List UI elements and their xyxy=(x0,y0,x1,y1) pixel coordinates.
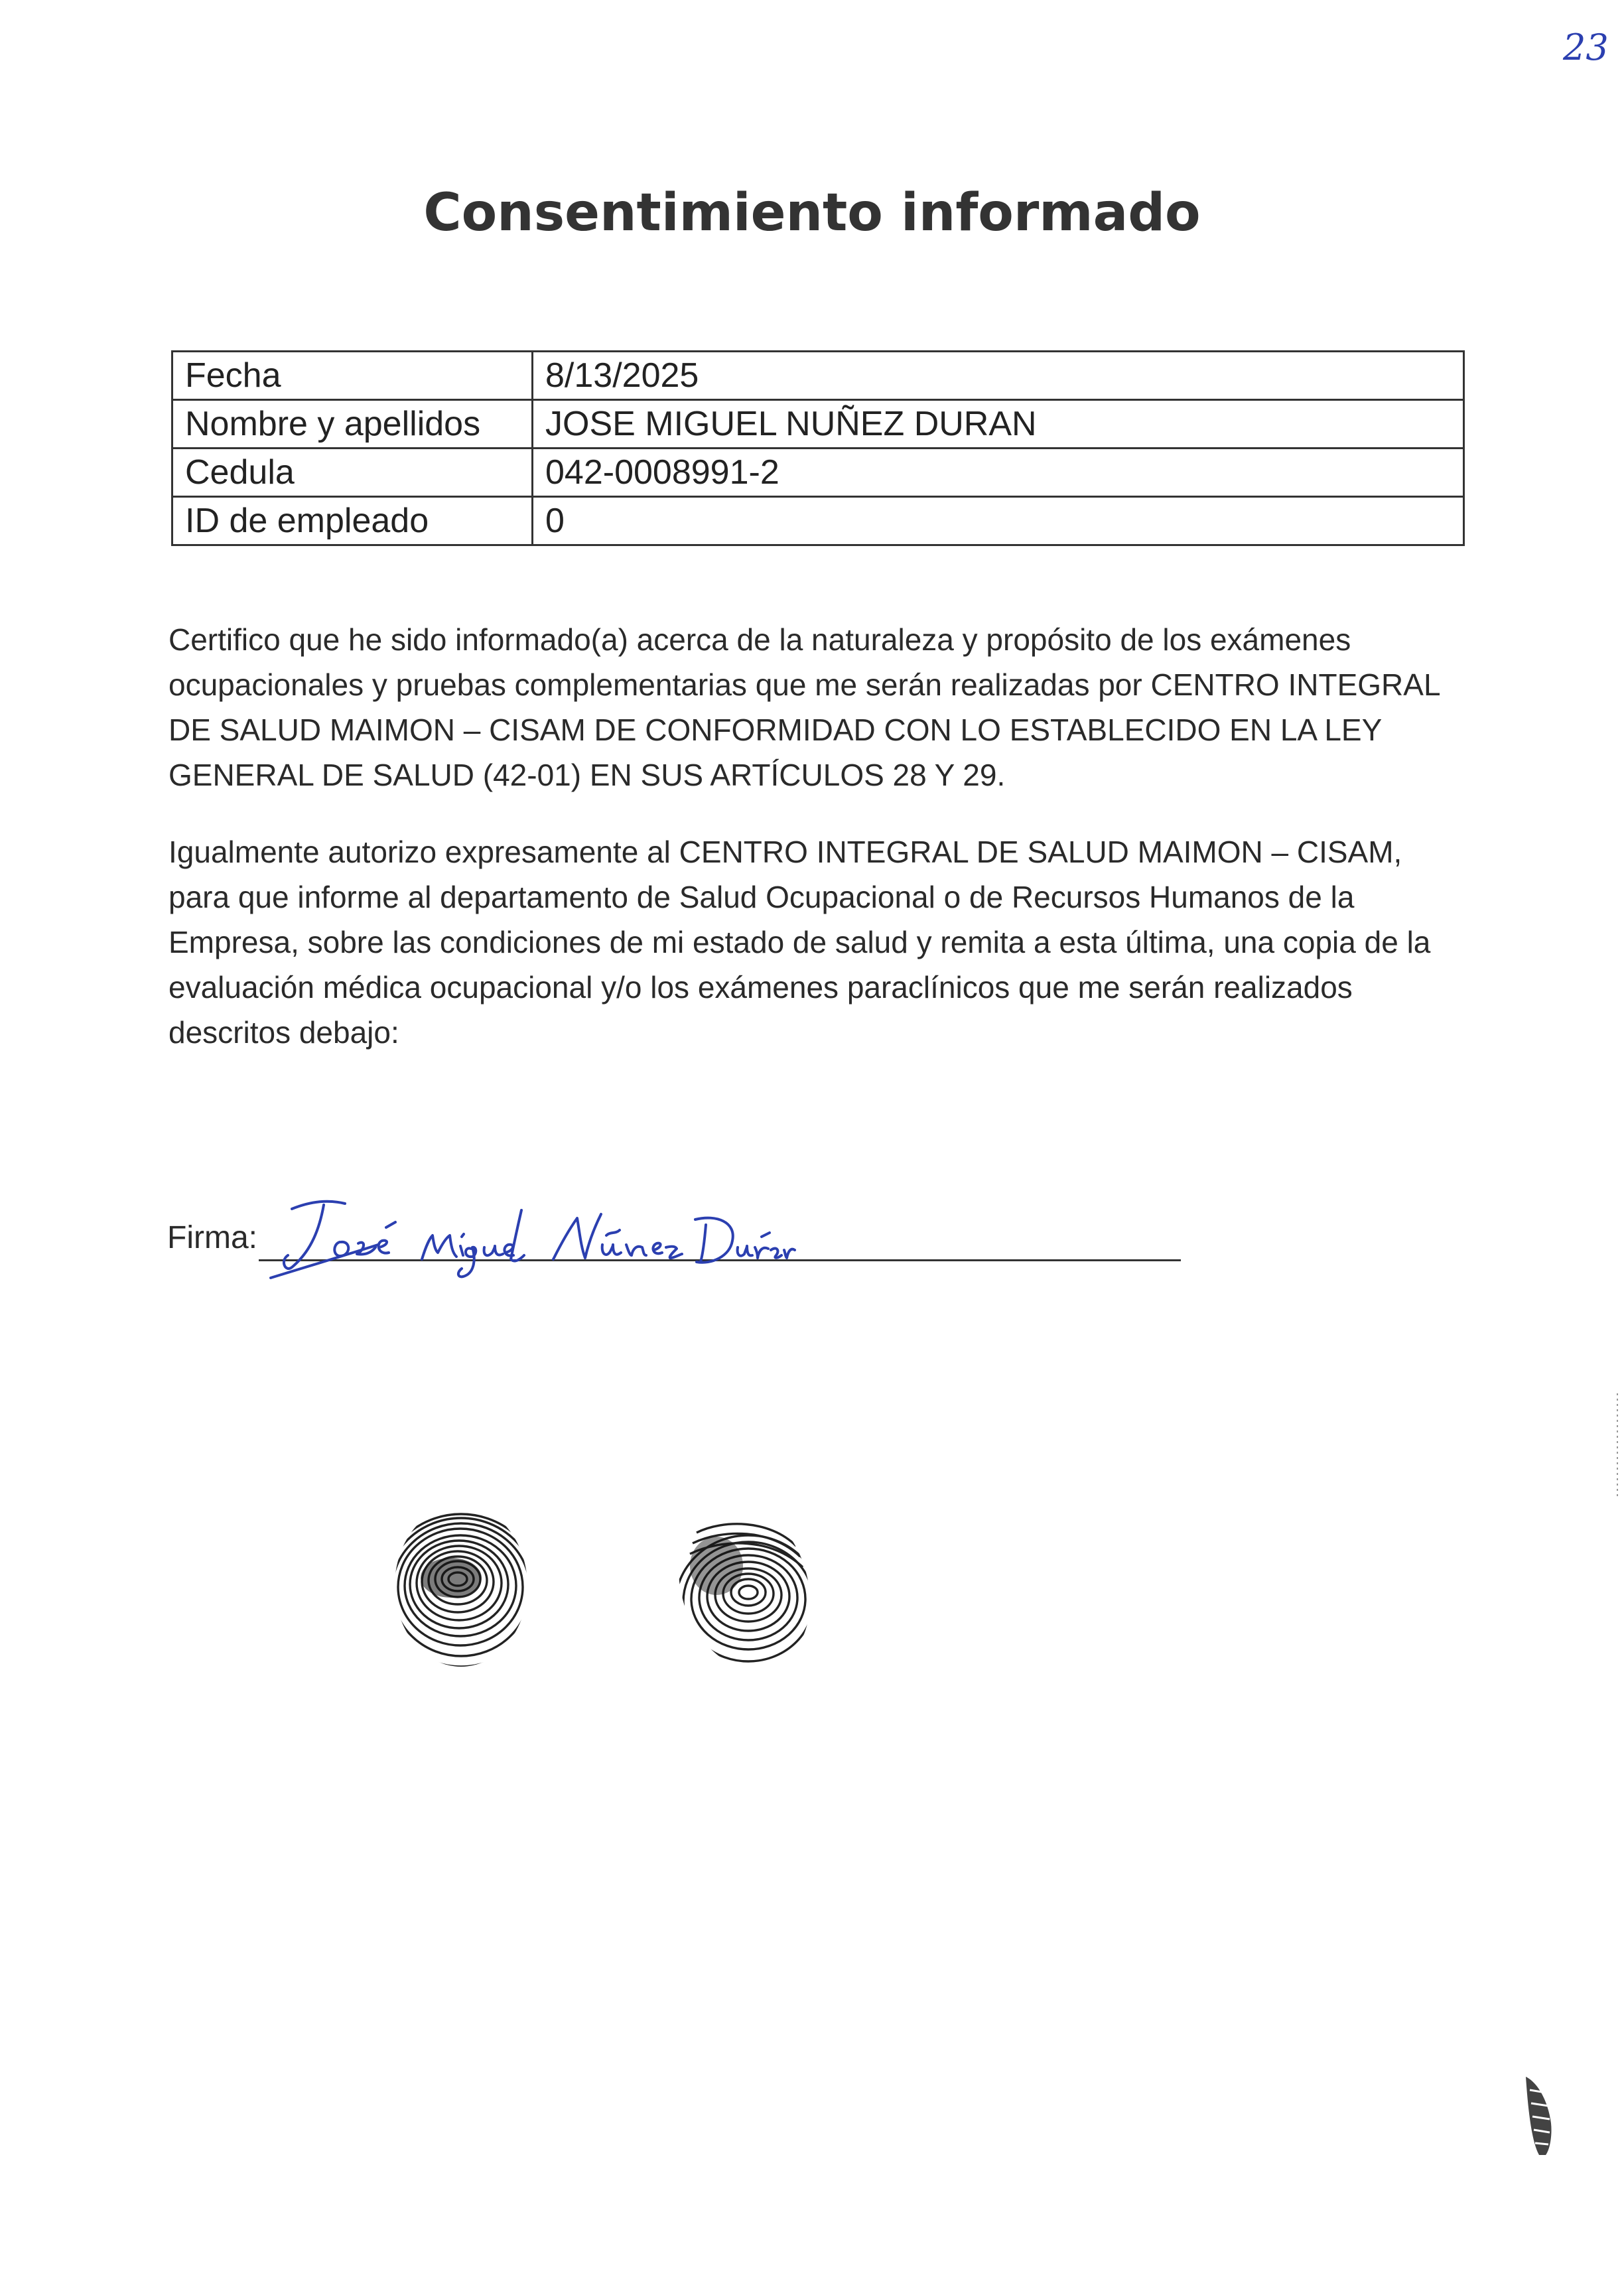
scan-edge-mark xyxy=(1519,2070,1559,2156)
fecha-label: Fecha xyxy=(172,352,533,400)
id-empleado-label: ID de empleado xyxy=(172,497,533,545)
table-row xyxy=(172,449,1464,497)
handwritten-signature xyxy=(265,1181,796,1281)
cedula-value: 042-0008991-2 xyxy=(533,449,1464,497)
scan-margin-marks xyxy=(1616,1393,1623,1499)
fingerprint-left-icon xyxy=(385,1499,537,1685)
fecha-value: 8/13/2025 xyxy=(533,352,1464,400)
cedula-label: Cedula xyxy=(172,449,533,497)
authorization-paragraph: Igualmente autorizo expresamente al CENTRO INTEGRAL DE SALUD MAIMON – CISAM, para que informe al departamento de Salud Ocupacional o de Recursos Humanos de la Empresa, sobre las condiciones de mi estado de salud y remita a esta última, una copia de la evaluación médica ocupacional y/o los exámenes paraclínicos que me serán realizados descritos debajo: xyxy=(169,835,1431,1050)
nombre-label: Nombre y apellidos xyxy=(172,400,533,449)
table-row xyxy=(172,352,1464,400)
table-row xyxy=(172,400,1464,449)
firma-label: Firma: xyxy=(167,1220,257,1255)
document-title: Consentimiento informado xyxy=(423,183,1201,243)
certification-paragraph: Certifico que he sido informado(a) acerca de la naturaleza y propósito de los exámenes ocupacionales y pruebas complementarias que me serán realizadas por CENTRO INTEGRAL DE SALUD MAIMON – CISAM DE CONFORMIDAD CON LO ESTABLECIDO EN LA LEY GENERAL DE SALUD (42-01) EN SUS ARTÍCULOS 28 Y 29. xyxy=(169,622,1440,792)
table-row xyxy=(172,497,1464,545)
fingerprint-right-icon xyxy=(670,1493,823,1679)
page-number: 23 xyxy=(1563,27,1609,68)
info-table xyxy=(171,350,1465,546)
nombre-value: JOSE MIGUEL NUÑEZ DURAN xyxy=(533,400,1464,449)
id-empleado-value: 0 xyxy=(533,497,1464,545)
